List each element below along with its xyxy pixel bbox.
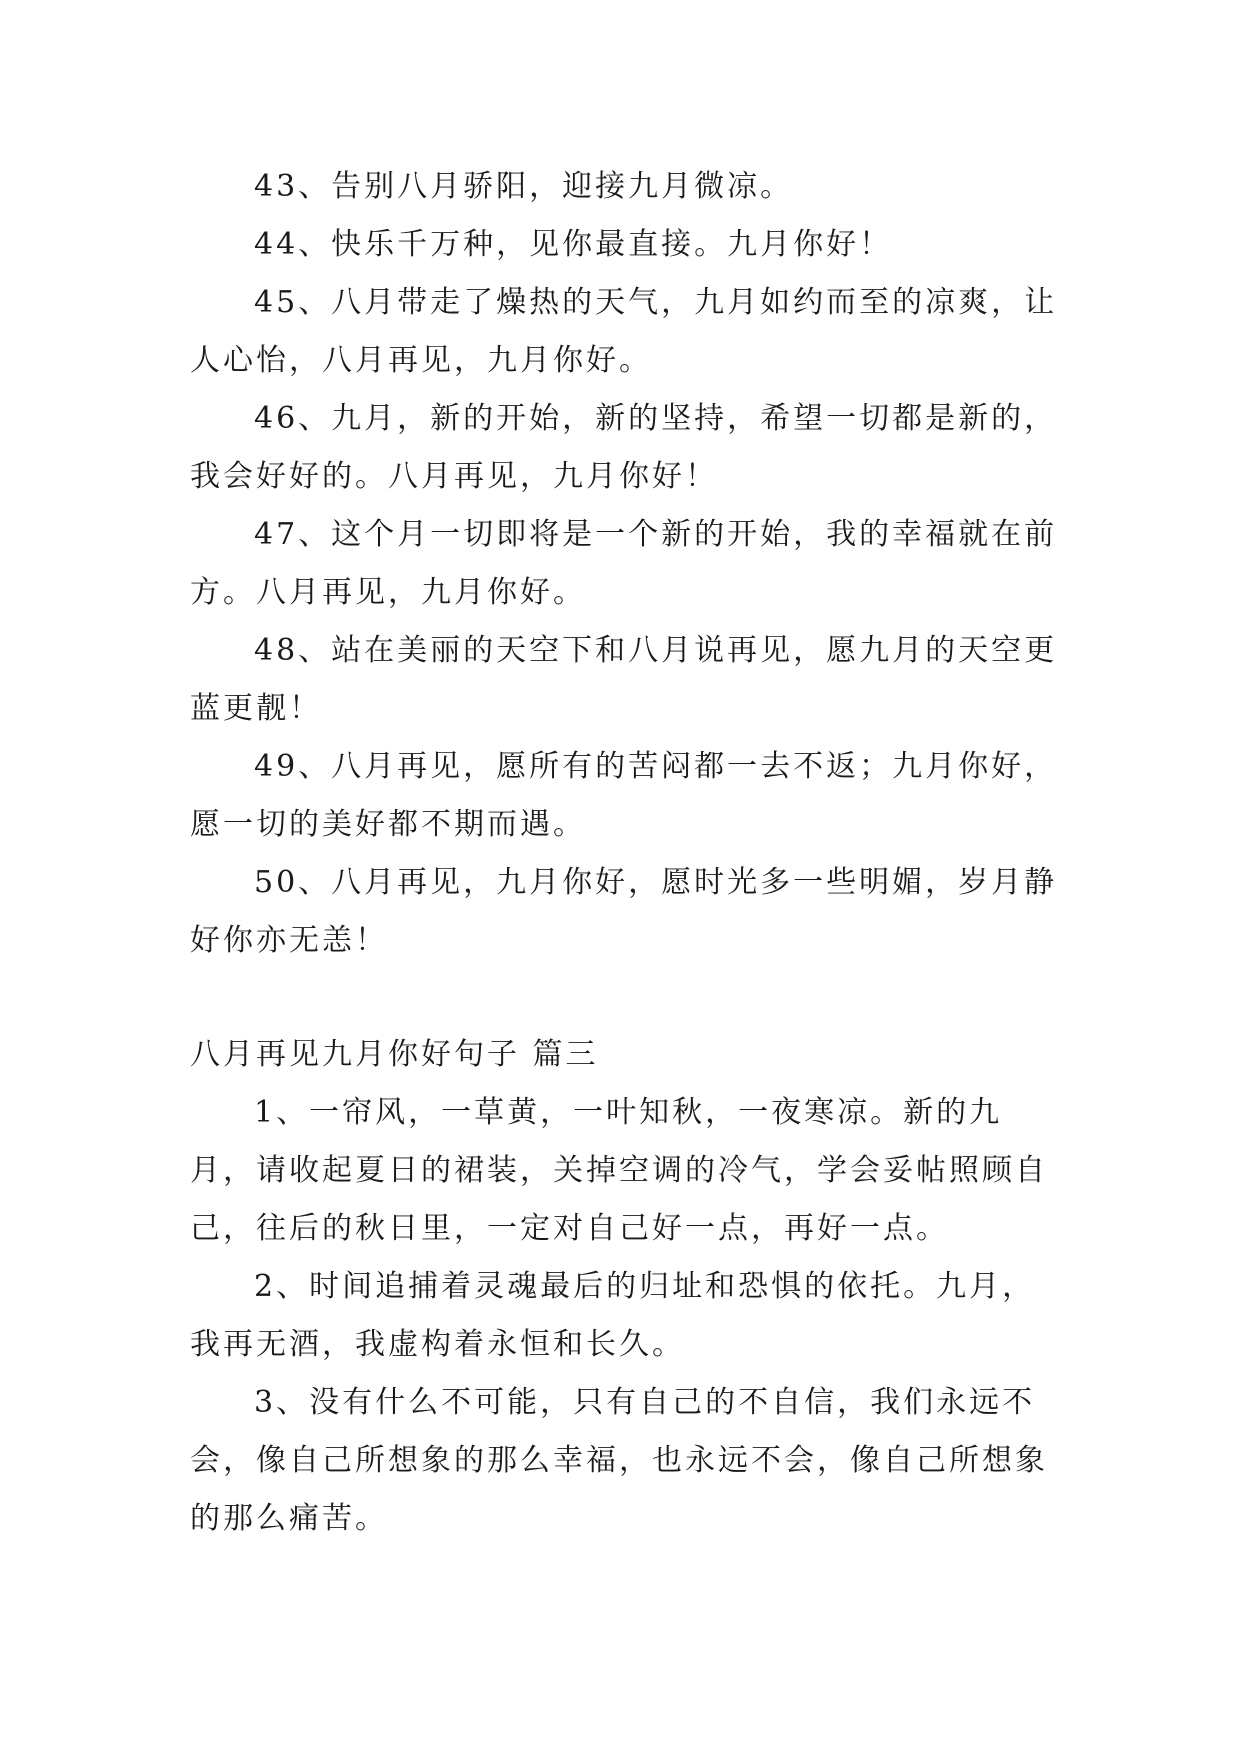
paragraph-46: 46、九月，新的开始，新的坚持，希望一切都是新的，我会好好的。八月再见，九月你好！: [190, 401, 1058, 494]
paragraph-2: 2、时间追捕着灵魂最后的归址和恐惧的依托。九月，我再无酒，我虚构着永恒和长久。: [190, 1269, 1036, 1362]
document-body: [190, 158, 1062, 1548]
paragraph-43: 43、告别八月骄阳，迎接九月微凉。: [254, 169, 794, 204]
paragraph-3: 3、没有什么不可能，只有自己的不自信，我们永远不会，像自己所想象的那么幸福，也永远不会，像自己所想象的那么痛苦。: [190, 1385, 1048, 1536]
paragraph-49: 49、八月再见，愿所有的苦闷都一去不返；九月你好，愿一切的美好都不期而遇。: [190, 749, 1058, 842]
paragraph-48: 48、站在美丽的天空下和八月说再见，愿九月的天空更蓝更靓！: [190, 633, 1058, 726]
paragraph-47: 47、这个月一切即将是一个新的开始，我的幸福就在前方。八月再见，九月你好。: [190, 517, 1058, 610]
paragraph-50: 50、八月再见，九月你好，愿时光多一些明媚，岁月静好你亦无恙！: [190, 865, 1058, 958]
paragraph-1: 1、一帘风，一草黄，一叶知秋，一夜寒凉。新的九月，请收起夏日的裙装，关掉空调的冷气，学会妥帖照顾自己，往后的秋日里，一定对自己好一点，再好一点。: [190, 1095, 1048, 1246]
paragraph-45: 45、八月带走了燥热的天气，九月如约而至的凉爽，让人心怡，八月再见，九月你好。: [190, 285, 1058, 378]
section-title: 八月再见九月你好句子 篇三: [190, 1037, 599, 1072]
paragraph-44: 44、快乐千万种，见你最直接。九月你好！: [254, 227, 893, 262]
